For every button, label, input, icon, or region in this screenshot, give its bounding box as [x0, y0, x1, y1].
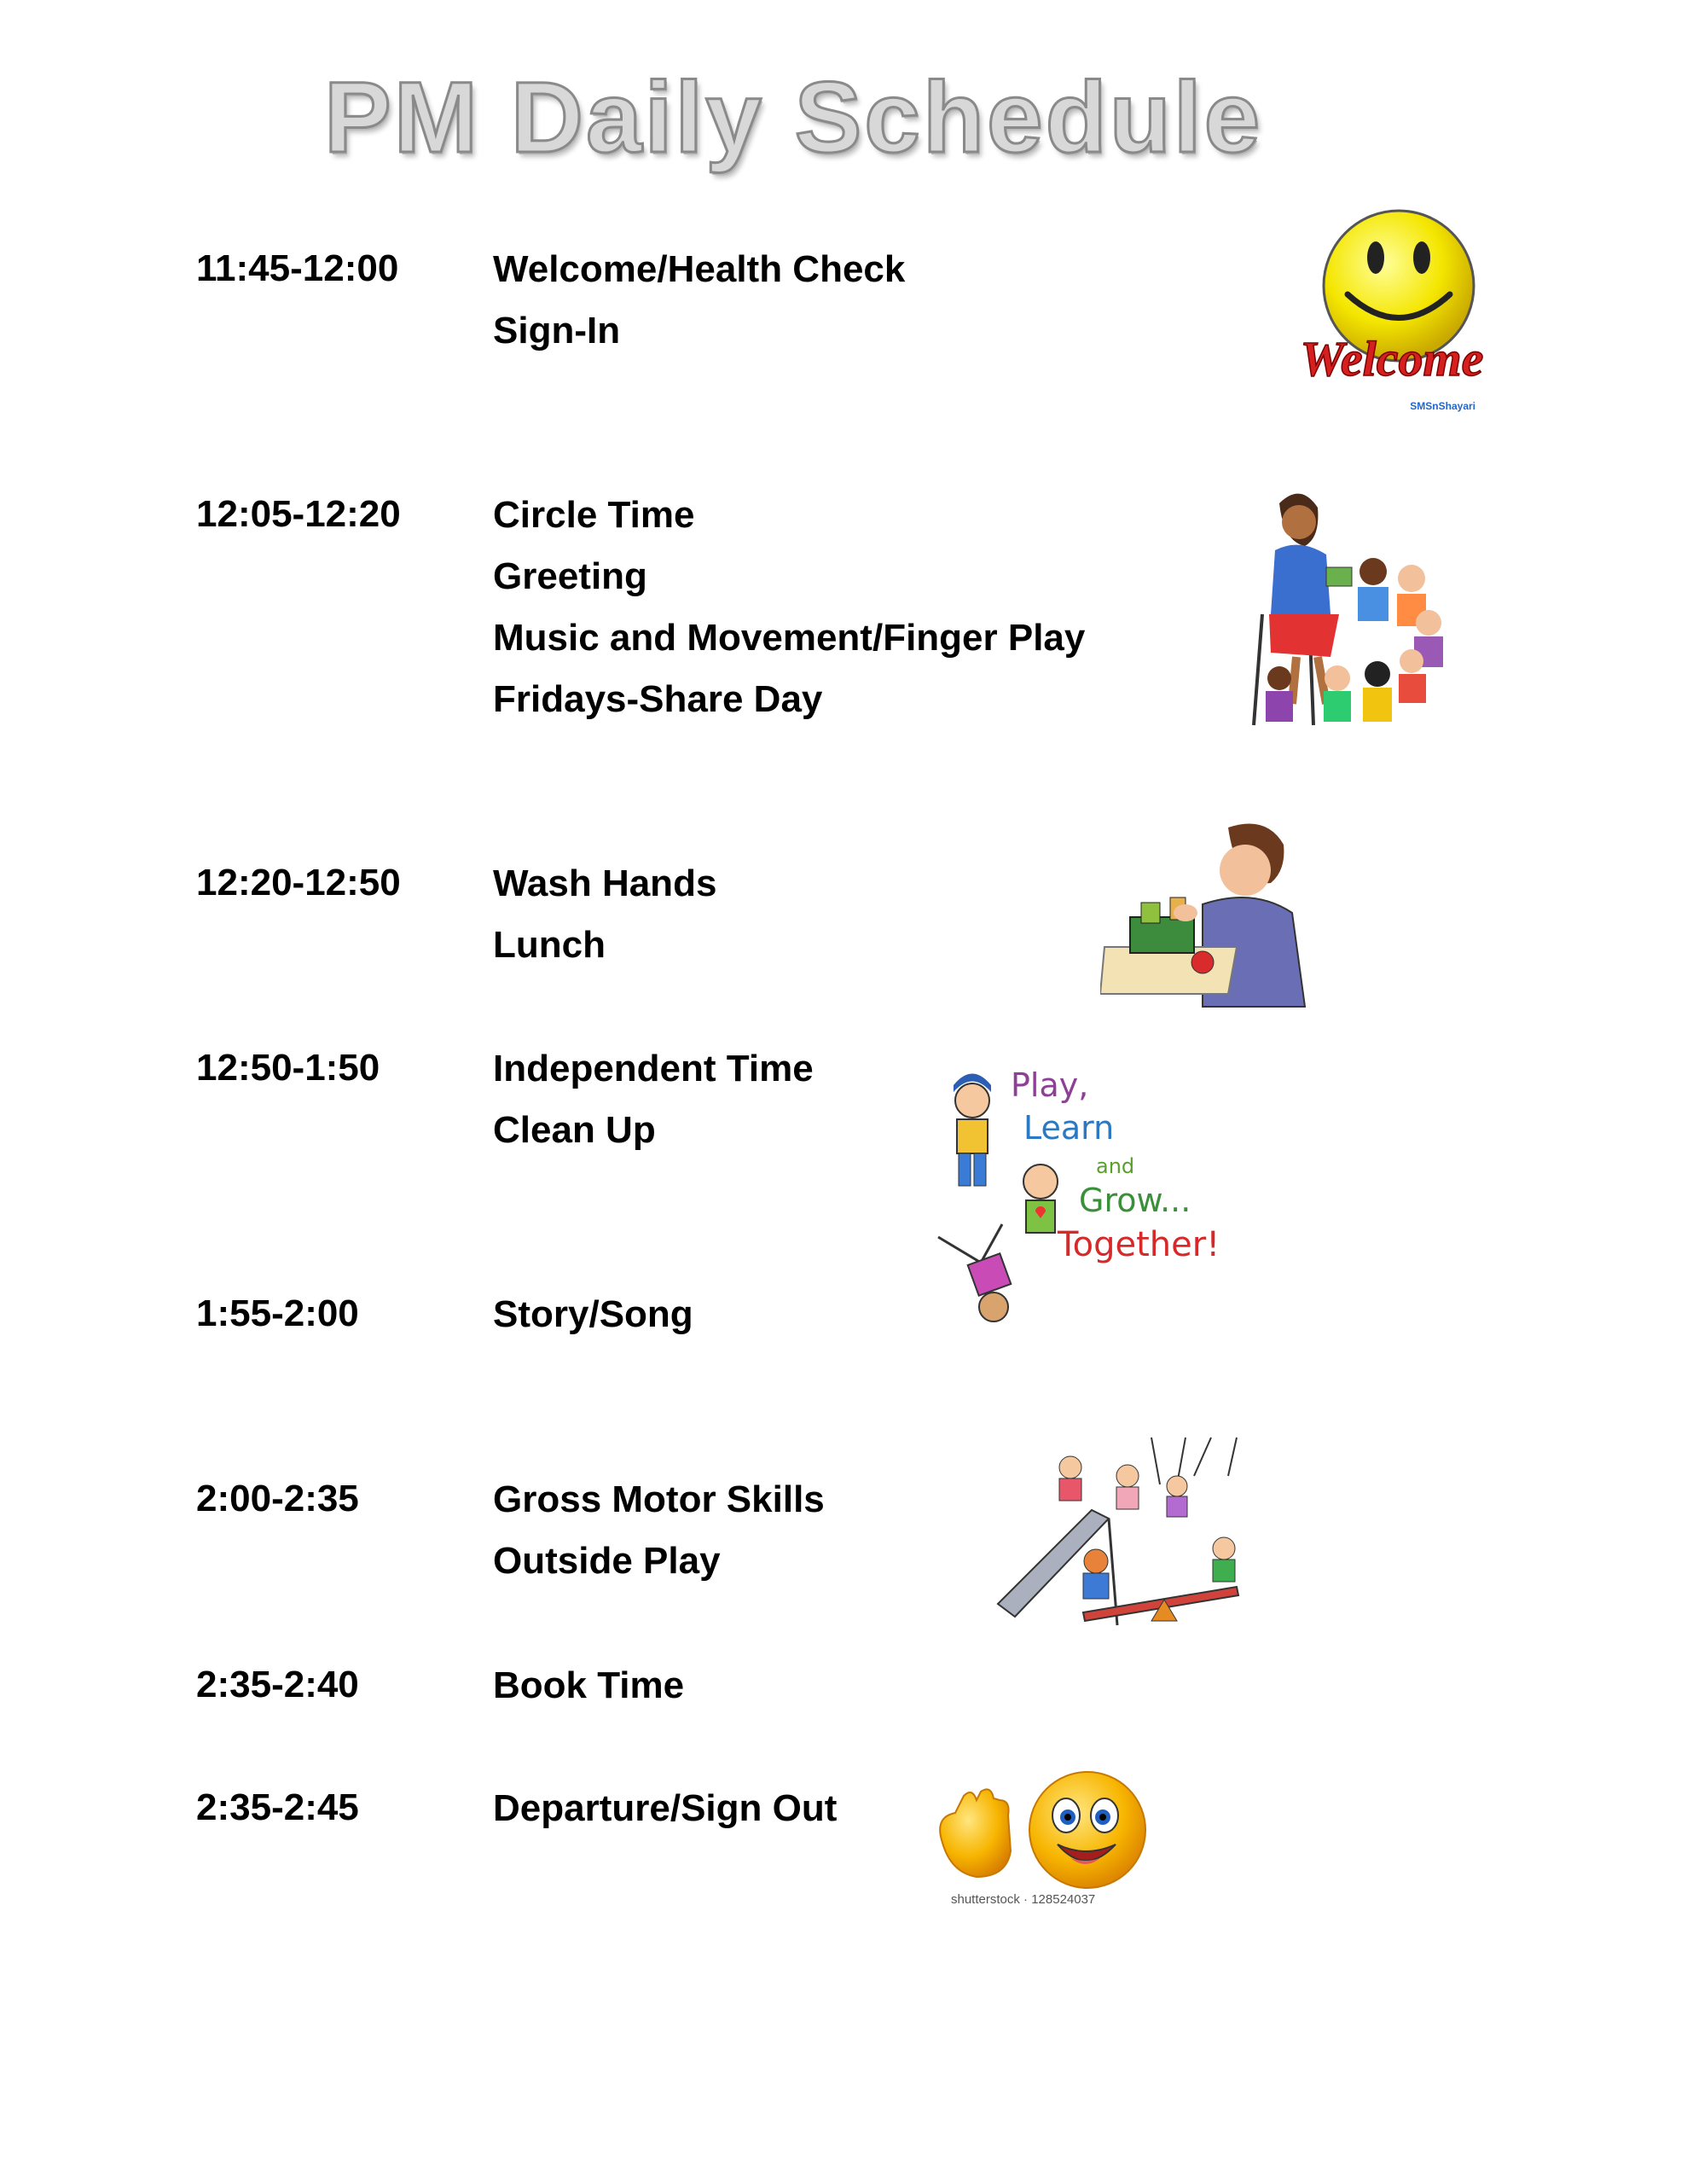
- entry-time: 12:05-12:20: [196, 493, 401, 535]
- plg-word: and: [1096, 1154, 1135, 1178]
- activity-item: Clean Up: [493, 1109, 656, 1151]
- teacher-reading-to-children-icon: [1245, 486, 1450, 742]
- child-eating-lunch-icon: [1100, 810, 1313, 1024]
- activity-item: Departure/Sign Out: [493, 1787, 838, 1829]
- activity-item: Welcome/Health Check: [493, 248, 906, 290]
- entry-time: 2:35-2:45: [196, 1786, 359, 1828]
- playground-children-icon: [981, 1433, 1262, 1638]
- welcome-word: Welcome: [1300, 331, 1484, 386]
- page-title: PM Daily Schedule: [324, 60, 1330, 176]
- activity-item: Book Time: [493, 1664, 685, 1706]
- entry-time: 2:00-2:35: [196, 1478, 359, 1519]
- entry-activities: [493, 1664, 684, 1725]
- waving-smiley-icon: [930, 1766, 1177, 1911]
- activity-item: Outside Play: [493, 1540, 721, 1582]
- plg-word: Learn: [1023, 1109, 1115, 1147]
- activity-item: Greeting: [493, 555, 647, 597]
- entry-time: 12:20-12:50: [196, 862, 401, 903]
- activity-item: Wash Hands: [493, 863, 717, 904]
- entry-activities: [493, 247, 905, 370]
- entry-time: 1:55-2:00: [196, 1292, 359, 1334]
- welcome-credit: SMSnShayari: [1410, 400, 1475, 412]
- entry-activities: [493, 1047, 814, 1170]
- entry-activities: [493, 493, 1085, 739]
- smiley-welcome-icon: [1279, 205, 1505, 422]
- activity-item: Story/Song: [493, 1293, 693, 1335]
- entry-activities: [493, 1478, 825, 1600]
- entry-time: 11:45-12:00: [196, 247, 399, 289]
- activity-item: Gross Motor Skills: [493, 1478, 825, 1520]
- activity-item: Sign-In: [493, 310, 621, 351]
- image-credit: shutterstock · 128524037: [951, 1892, 1096, 1907]
- activity-item: Lunch: [493, 924, 606, 966]
- entry-activities: [493, 1786, 837, 1848]
- activity-item: Independent Time: [493, 1048, 814, 1089]
- activity-item: Circle Time: [493, 494, 695, 536]
- play-learn-grow-icon: [930, 1066, 1262, 1322]
- entry-activities: [493, 1292, 693, 1354]
- entry-time: 12:50-1:50: [196, 1047, 380, 1089]
- activity-item: Fridays-Share Day: [493, 678, 823, 720]
- plg-word: Together!: [1058, 1225, 1220, 1264]
- plg-word: Grow...: [1079, 1182, 1191, 1219]
- plg-word: Play,: [1011, 1066, 1089, 1104]
- activity-item: Music and Movement/Finger Play: [493, 617, 1086, 659]
- entry-time: 2:35-2:40: [196, 1664, 359, 1705]
- entry-activities: [493, 862, 716, 985]
